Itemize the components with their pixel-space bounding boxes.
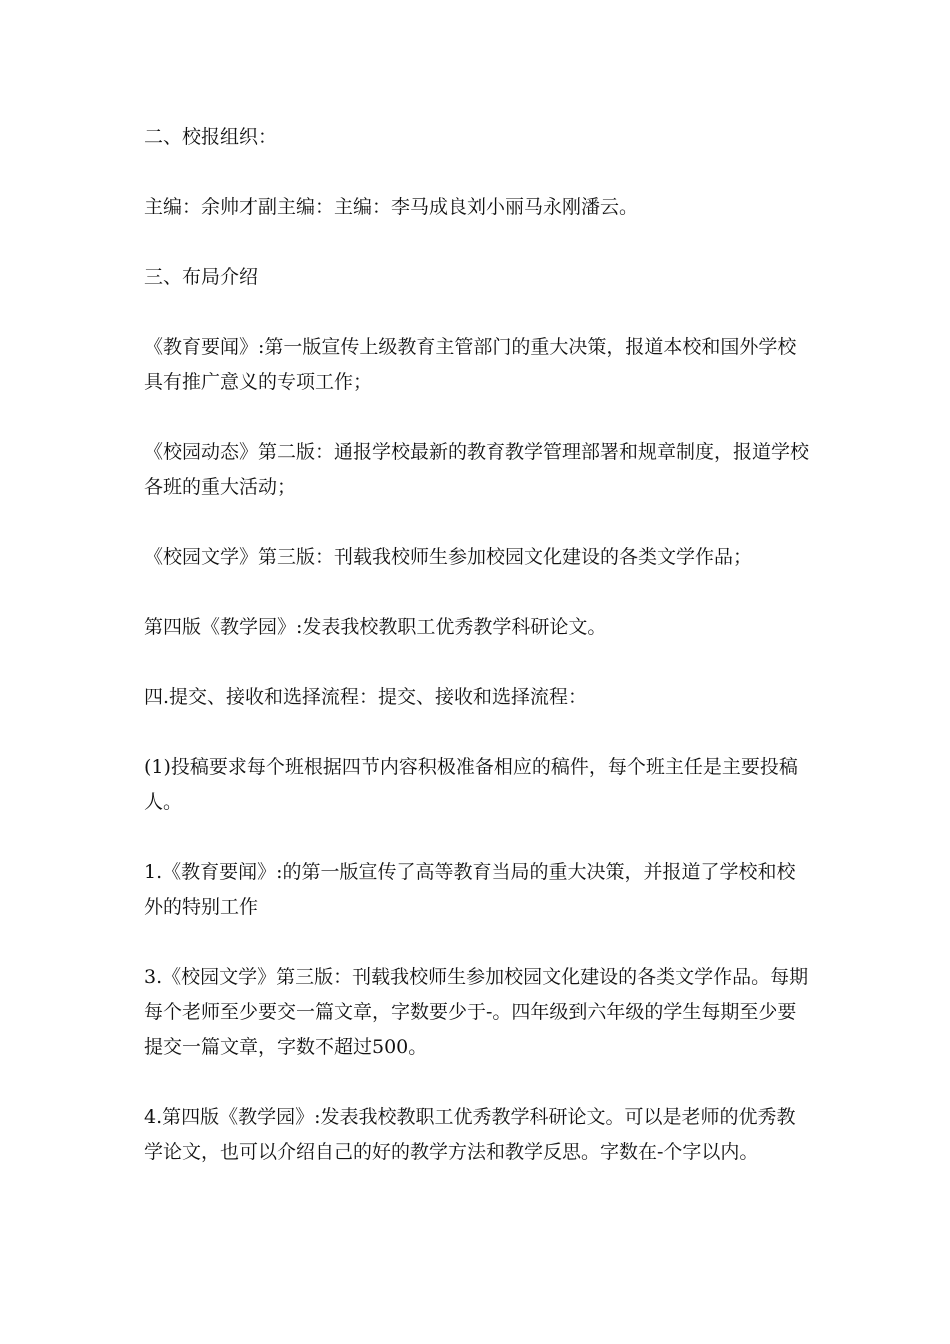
process-item-1: (1)投稿要求每个班根据四节内容积极准备相应的稿件，每个班主任是主要投稿人。 xyxy=(144,756,798,813)
layout-item-campus-literature: 《校园文学》第三版：刊载我校师生参加校园文化建设的各类文学作品； xyxy=(144,546,753,568)
process-item-education-news: 1.《教育要闻》:的第一版宣传了高等教育当局的重大决策，并报道了学校和校外的特别工作 xyxy=(144,861,796,918)
layout-item-campus-news: 《校园动态》第二版：通报学校最新的教育教学管理部署和规章制度，报道学校各班的重大活动； xyxy=(144,441,810,498)
layout-item-teaching-garden: 第四版《教学园》:发表我校教职工优秀教学科研论文。 xyxy=(144,616,607,638)
process-item-teaching-garden: 4.第四版《教学园》:发表我校教职工优秀教学科研论文。可以是老师的优秀教学论文，也可以介绍自己的好的教学方法和教学反思。字数在-个字以内。 xyxy=(144,1106,796,1163)
process-item-campus-literature: 3.《校园文学》第三版：刊载我校师生参加校园文化建设的各类文学作品。每期每个老师至少要交一篇文章，字数要少于-。四年级到六年级的学生每期至少要提交一篇文章，字数不超过500。 xyxy=(144,966,809,1058)
section-heading-organization: 二、校报组织： xyxy=(144,126,278,148)
editors-paragraph: 主编：余帅才副主编：主编：李马成良刘小丽马永刚潘云。 xyxy=(144,196,639,218)
section-heading-layout: 三、布局介绍 xyxy=(144,266,259,288)
layout-item-education-news: 《教育要闻》:第一版宣传上级教育主管部门的重大决策，报道本校和国外学校具有推广意义的专项工作； xyxy=(144,336,797,393)
section-heading-process: 四.提交、接收和选择流程：提交、接收和选择流程： xyxy=(144,686,588,708)
